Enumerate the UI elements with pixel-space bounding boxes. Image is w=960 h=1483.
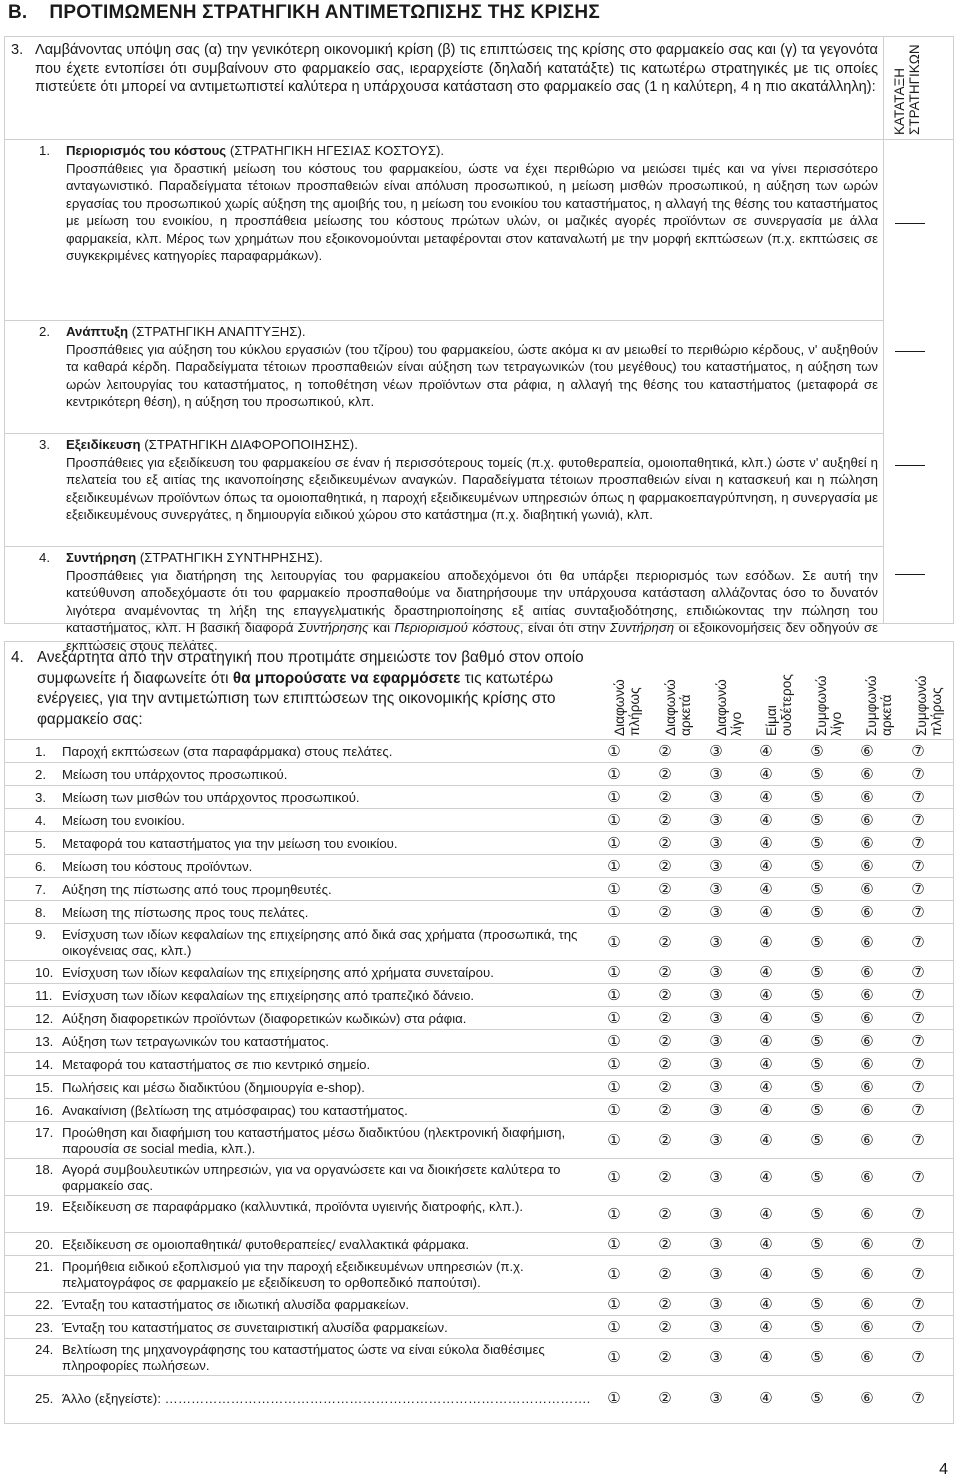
rating-option-6[interactable]: ⑥ bbox=[860, 1101, 874, 1119]
item-number: 23. bbox=[35, 1320, 54, 1335]
rating-option-7[interactable]: ⑦ bbox=[911, 1032, 925, 1050]
strategy-description: Προσπάθειες για διατήρηση της λειτουργίας του φαρμακείου αποδεχόμενοι ότι θα υπάρξει περιορισμός των εσόδων. Σε αυτή την κατεύθυνση αποδεχόμαστε ότι του φαρμακείο προσπαθούμε να διατηρήσουμε την υπάρχουσα κατάσταση αλλάζοντας όσο το δυνατόν λιγότερα αναμένοντας τη λήξη της επαγγελματικής δραστηριοποίησης εξ αιτίας συνταξιοδότησης, επιδιώκοντας την πώληση του καταστήματος, κλπ. Η βασική διαφορά Συντήρησης και Περιορισμού κόστους, είναι ότι στην Συντήρηση οι εξοικονομήσεις δεν οδηγούν σε εκπτώσεις στους πελάτες. bbox=[66, 567, 878, 653]
item-number: 9. bbox=[35, 927, 46, 942]
table-row bbox=[5, 1339, 953, 1376]
rating-option-4[interactable]: ④ bbox=[759, 1205, 773, 1223]
rating-option-7[interactable]: ⑦ bbox=[911, 1265, 925, 1283]
rating-option-7[interactable]: ⑦ bbox=[911, 1101, 925, 1119]
rating-option-5[interactable]: ⑤ bbox=[810, 1055, 824, 1073]
rating-option-5[interactable]: ⑤ bbox=[810, 1318, 824, 1336]
rating-option-1[interactable]: ① bbox=[607, 903, 621, 921]
rating-option-2[interactable]: ② bbox=[658, 1055, 672, 1073]
rating-option-2[interactable]: ② bbox=[658, 1265, 672, 1283]
rating-option-4[interactable]: ④ bbox=[759, 765, 773, 783]
item-text: Πωλήσεις και μέσω διαδικτύου (δημιουργία e-shop). bbox=[62, 1080, 365, 1095]
rating-option-6[interactable]: ⑥ bbox=[860, 1265, 874, 1283]
rating-option-6[interactable]: ⑥ bbox=[860, 986, 874, 1004]
rating-option-5[interactable]: ⑤ bbox=[810, 1205, 824, 1223]
item-number: 16. bbox=[35, 1103, 54, 1118]
rating-option-2[interactable]: ② bbox=[658, 1131, 672, 1149]
item-number: 2. bbox=[35, 767, 46, 782]
rating-option-5[interactable]: ⑤ bbox=[810, 765, 824, 783]
rating-option-4[interactable]: ④ bbox=[759, 1265, 773, 1283]
item-number: 12. bbox=[35, 1011, 54, 1026]
strategy-number: 2. bbox=[39, 324, 50, 339]
rating-option-1[interactable]: ① bbox=[607, 1055, 621, 1073]
rating-option-7[interactable]: ⑦ bbox=[911, 1168, 925, 1186]
rating-option-3[interactable]: ③ bbox=[709, 811, 723, 829]
rating-option-6[interactable]: ⑥ bbox=[860, 834, 874, 852]
rating-option-7[interactable]: ⑦ bbox=[911, 1131, 925, 1149]
table-row bbox=[5, 809, 953, 832]
table-row bbox=[5, 1293, 953, 1316]
rating-option-6[interactable]: ⑥ bbox=[860, 1168, 874, 1186]
rating-option-5[interactable]: ⑤ bbox=[810, 1168, 824, 1186]
rating-option-1[interactable]: ① bbox=[607, 1389, 621, 1407]
rating-option-1[interactable]: ① bbox=[607, 1078, 621, 1096]
item-number: 1. bbox=[35, 744, 46, 759]
rating-option-7[interactable]: ⑦ bbox=[911, 1078, 925, 1096]
item-text: Ενίσχυση των ιδίων κεφαλαίων της επιχείρησης από δικά σας χρήματα (προσωπικά, της οικογένειας σας, κλπ.) bbox=[62, 927, 578, 958]
rating-option-5[interactable]: ⑤ bbox=[810, 1009, 824, 1027]
item-number: 10. bbox=[35, 965, 54, 980]
rating-option-2[interactable]: ② bbox=[658, 903, 672, 921]
strategy-tag: (ΣΤΡΑΤΗΓΙΚΗ ΑΝΑΠΤΥΞΗΣ). bbox=[128, 324, 306, 339]
table-row bbox=[5, 763, 953, 786]
rating-option-7[interactable]: ⑦ bbox=[911, 1295, 925, 1313]
rating-option-5[interactable]: ⑤ bbox=[810, 1101, 824, 1119]
rating-option-5[interactable]: ⑤ bbox=[810, 857, 824, 875]
item-text: Μείωση του υπάρχοντος προσωπικού. bbox=[62, 767, 288, 782]
rating-option-4[interactable]: ④ bbox=[759, 1348, 773, 1366]
rating-option-2[interactable]: ② bbox=[658, 880, 672, 898]
item-text: Μείωση του ενοικίου. bbox=[62, 813, 185, 828]
item-number: 15. bbox=[35, 1080, 54, 1095]
rating-option-4[interactable]: ④ bbox=[759, 933, 773, 951]
strategy-name: Εξειδίκευση bbox=[66, 437, 141, 452]
rating-option-4[interactable]: ④ bbox=[759, 811, 773, 829]
rating-option-3[interactable]: ③ bbox=[709, 1295, 723, 1313]
table-row bbox=[5, 1233, 953, 1256]
rating-option-1[interactable]: ① bbox=[607, 1101, 621, 1119]
rating-option-3[interactable]: ③ bbox=[709, 1168, 723, 1186]
rating-option-5[interactable]: ⑤ bbox=[810, 811, 824, 829]
rating-option-4[interactable]: ④ bbox=[759, 1078, 773, 1096]
rating-option-5[interactable]: ⑤ bbox=[810, 903, 824, 921]
scale-label: Συμφωνώ λίγο bbox=[814, 675, 844, 736]
q4-header bbox=[5, 642, 953, 740]
rating-option-2[interactable]: ② bbox=[658, 834, 672, 852]
table-row bbox=[5, 740, 953, 763]
rating-option-4[interactable]: ④ bbox=[759, 1168, 773, 1186]
item-text: Βελτίωση της μηχανογράφησης του καταστήματος ώστε να είναι εύκολα διαθέσιμες πληροφορίες πωλήσεων. bbox=[62, 1342, 545, 1373]
rating-option-6[interactable]: ⑥ bbox=[860, 903, 874, 921]
item-number: 7. bbox=[35, 882, 46, 897]
rating-option-4[interactable]: ④ bbox=[759, 1101, 773, 1119]
rating-option-5[interactable]: ⑤ bbox=[810, 1295, 824, 1313]
rating-option-6[interactable]: ⑥ bbox=[860, 1009, 874, 1027]
rating-option-1[interactable]: ① bbox=[607, 834, 621, 852]
table-row bbox=[5, 901, 953, 924]
section-title bbox=[8, 2, 600, 24]
rating-option-6[interactable]: ⑥ bbox=[860, 1131, 874, 1149]
item-text: Αύξηση διαφορετικών προϊόντων (διαφορετικών κωδικών) στα ράφια. bbox=[62, 1011, 467, 1026]
rating-option-3[interactable]: ③ bbox=[709, 742, 723, 760]
rating-option-2[interactable]: ② bbox=[658, 1295, 672, 1313]
rating-option-2[interactable]: ② bbox=[658, 1389, 672, 1407]
rating-option-5[interactable]: ⑤ bbox=[810, 1265, 824, 1283]
table-row bbox=[5, 1030, 953, 1053]
strategy-tag: (ΣΤΡΑΤΗΓΙΚΗ ΔΙΑΦΟΡΟΠΟΙΗΣΗΣ). bbox=[140, 437, 358, 452]
scale-label: Διαφωνώ πλήρως bbox=[612, 679, 642, 736]
rating-option-4[interactable]: ④ bbox=[759, 1131, 773, 1149]
rating-option-6[interactable]: ⑥ bbox=[860, 1055, 874, 1073]
strategy-row bbox=[5, 140, 884, 321]
rating-option-6[interactable]: ⑥ bbox=[860, 1389, 874, 1407]
rating-option-3[interactable]: ③ bbox=[709, 1348, 723, 1366]
rating-option-6[interactable]: ⑥ bbox=[860, 1205, 874, 1223]
rating-option-4[interactable]: ④ bbox=[759, 1318, 773, 1336]
scale-label: Συμφωνώ αρκετά bbox=[864, 675, 894, 736]
rating-option-7[interactable]: ⑦ bbox=[911, 1205, 925, 1223]
rating-option-6[interactable]: ⑥ bbox=[860, 788, 874, 806]
item-text: Μείωση της πίστωσης προς τους πελάτες. bbox=[62, 905, 309, 920]
question-3-table bbox=[4, 36, 954, 653]
strategy-tag: (ΣΤΡΑΤΗΓΙΚΗ ΗΓΕΣΙΑΣ ΚΟΣΤΟΥΣ). bbox=[226, 143, 445, 158]
rating-option-1[interactable]: ① bbox=[607, 1205, 621, 1223]
item-text: Ενίσχυση των ιδίων κεφαλαίων της επιχείρησης από χρήματα συνεταίρου. bbox=[62, 965, 494, 980]
rating-option-7[interactable]: ⑦ bbox=[911, 742, 925, 760]
item-number: 6. bbox=[35, 859, 46, 874]
q3-intro bbox=[5, 37, 884, 140]
q4-number: 4. bbox=[11, 649, 24, 666]
item-text: Προώθηση και διαφήμιση του καταστήματος μέσω διαδικτύου (ηλεκτρονική διαφήμιση, παρουσία σε social media, κλπ.). bbox=[62, 1125, 566, 1156]
strategy-description: Προσπάθειες για εξειδίκευση του φαρμακείου σε έναν ή περισσότερους τομείς (π.χ. φυτοθεραπεία, ομοιοπαθητικά, κλπ.) ώστε ν' αυξηθεί η πελατεία του εξ αιτίας της ικανοποίησης εξειδικευμένων αναγκών. Παραδείγματα τέτοιων προσπαθειών είναι η κατασκευή και η πώληση εξειδικευμένων προϊόντων όπως τα ομοιοπαθητικά, η παροχή εξειδικευμένων υπηρεσιών όπως η φαρμακοεπαγρύπνηση, η συνεργασία με εξειδικευμένους συνεργάτες, η δημιουργία ειδικού χώρου στο κατάστημα (π.χ. διαβητική γωνιά), κλπ. bbox=[66, 454, 878, 522]
rating-option-4[interactable]: ④ bbox=[759, 880, 773, 898]
table-row bbox=[5, 1099, 953, 1122]
rating-option-4[interactable]: ④ bbox=[759, 1389, 773, 1407]
table-row bbox=[5, 1053, 953, 1076]
strategy-description: Προσπάθειες για δραστική μείωση του κόστους του φαρμακείου, ώστε να έχει περιθώριο να μειώσει τιμές και να γίνει περισσότερο ανταγωνιστικό. Παραδείγματα τέτοιων προσπαθειών είναι απόλυση προσωπικού, η μείωση μισθών προσωπικού, η αύξηση των ωρών εργασίας του προσωπικού χωρίς αύξηση της αμοιβής του, η μείωση του ενοικίου του καταστήματος, η αλλαγή της θέσης του καταστήματος με μείωση του ενοικίου, η προσπάθεια μείωσης του κόστους πρώτων υλών, οι μαζικές αγορές προϊόντων σε συνεργασία με άλλα φαρμακεία, κλπ. Μέρος των χρημάτων που εξοικονομούνται μεταφέρονται στον καταναλωτή με την μορφή εκπτώσεων (π.χ. εκπτώσεις σε συγκεκριμένες κατηγορίες παραφαρμάκων). bbox=[66, 160, 878, 263]
rating-option-4[interactable]: ④ bbox=[759, 903, 773, 921]
rating-option-2[interactable]: ② bbox=[658, 788, 672, 806]
rank-input-2[interactable] bbox=[895, 351, 925, 352]
q3-strategies-column bbox=[5, 37, 884, 653]
rating-option-3[interactable]: ③ bbox=[709, 1009, 723, 1027]
table-row bbox=[5, 1376, 953, 1422]
rating-option-5[interactable]: ⑤ bbox=[810, 933, 824, 951]
table-row bbox=[5, 1159, 953, 1196]
page-number: 4 bbox=[939, 1461, 948, 1478]
rating-option-3[interactable]: ③ bbox=[709, 903, 723, 921]
strategy-row bbox=[5, 321, 884, 434]
strategy-row bbox=[5, 434, 884, 547]
rating-option-7[interactable]: ⑦ bbox=[911, 1318, 925, 1336]
rating-option-4[interactable]: ④ bbox=[759, 986, 773, 1004]
rating-option-4[interactable]: ④ bbox=[759, 857, 773, 875]
table-row bbox=[5, 878, 953, 901]
q4-question bbox=[11, 648, 597, 730]
rating-option-3[interactable]: ③ bbox=[709, 986, 723, 1004]
rating-option-3[interactable]: ③ bbox=[709, 1055, 723, 1073]
rating-option-3[interactable]: ③ bbox=[709, 1389, 723, 1407]
rating-option-4[interactable]: ④ bbox=[759, 1235, 773, 1253]
rating-option-3[interactable]: ③ bbox=[709, 765, 723, 783]
rating-option-4[interactable]: ④ bbox=[759, 1295, 773, 1313]
item-number: 21. bbox=[35, 1259, 54, 1274]
item-text: Μείωση του κόστους προϊόντων. bbox=[62, 859, 253, 874]
rating-option-4[interactable]: ④ bbox=[759, 1032, 773, 1050]
rating-option-1[interactable]: ① bbox=[607, 1318, 621, 1336]
strategy-name: Συντήρηση bbox=[66, 550, 137, 565]
rating-option-3[interactable]: ③ bbox=[709, 933, 723, 951]
item-number: 14. bbox=[35, 1057, 54, 1072]
scale-label: Συμφωνώ πλήρως bbox=[914, 675, 944, 736]
rating-option-7[interactable]: ⑦ bbox=[911, 963, 925, 981]
rating-option-1[interactable]: ① bbox=[607, 1032, 621, 1050]
rating-option-7[interactable]: ⑦ bbox=[911, 811, 925, 829]
rating-option-1[interactable]: ① bbox=[607, 1009, 621, 1027]
rating-option-3[interactable]: ③ bbox=[709, 880, 723, 898]
rating-option-2[interactable]: ② bbox=[658, 1205, 672, 1223]
rating-option-6[interactable]: ⑥ bbox=[860, 1235, 874, 1253]
rating-option-2[interactable]: ② bbox=[658, 857, 672, 875]
rating-option-2[interactable]: ② bbox=[658, 1032, 672, 1050]
rating-option-2[interactable]: ② bbox=[658, 742, 672, 760]
table-row bbox=[5, 1196, 953, 1233]
rating-option-1[interactable]: ① bbox=[607, 857, 621, 875]
ranking-header bbox=[884, 37, 953, 140]
rating-option-4[interactable]: ④ bbox=[759, 1055, 773, 1073]
rating-option-6[interactable]: ⑥ bbox=[860, 1078, 874, 1096]
item-text: Αγορά συμβουλευτικών υπηρεσιών, για να οργανώσετε και να διοικήσετε καλύτερα το φαρμακείο σας. bbox=[62, 1162, 561, 1193]
table-row bbox=[5, 924, 953, 961]
rating-option-2[interactable]: ② bbox=[658, 1348, 672, 1366]
rating-option-5[interactable]: ⑤ bbox=[810, 1078, 824, 1096]
item-text: Άλλο (εξηγείστε): ……………………………………………………………………………………. bbox=[62, 1391, 591, 1406]
table-row bbox=[5, 1076, 953, 1099]
rating-option-3[interactable]: ③ bbox=[709, 1235, 723, 1253]
rating-option-5[interactable]: ⑤ bbox=[810, 742, 824, 760]
item-number: 11. bbox=[35, 988, 53, 1003]
item-number: 22. bbox=[35, 1297, 54, 1312]
rating-option-7[interactable]: ⑦ bbox=[911, 933, 925, 951]
rating-option-4[interactable]: ④ bbox=[759, 742, 773, 760]
strategy-row bbox=[5, 547, 884, 653]
item-text: Ένταξη του καταστήματος σε συνεταιριστική αλυσίδα φαρμακείων. bbox=[62, 1320, 448, 1335]
rating-option-1[interactable]: ① bbox=[607, 765, 621, 783]
table-row bbox=[5, 855, 953, 878]
rating-option-2[interactable]: ② bbox=[658, 933, 672, 951]
q3-number: 3. bbox=[11, 42, 24, 58]
rating-option-1[interactable]: ① bbox=[607, 933, 621, 951]
section-heading: ΠΡΟΤΙΜΩΜΕΝΗ ΣΤΡΑΤΗΓΙΚΗ ΑΝΤΙΜΕΤΩΠΙΣΗΣ ΤΗΣ ΚΡΙΣΗΣ bbox=[49, 2, 600, 23]
rating-option-5[interactable]: ⑤ bbox=[810, 788, 824, 806]
item-number: 20. bbox=[35, 1237, 54, 1252]
rating-option-7[interactable]: ⑦ bbox=[911, 880, 925, 898]
strategy-tag: (ΣΤΡΑΤΗΓΙΚΗ ΣΥΝΤΗΡΗΣΗΣ). bbox=[136, 550, 323, 565]
table-row bbox=[5, 1007, 953, 1030]
rating-option-4[interactable]: ④ bbox=[759, 834, 773, 852]
item-number: 4. bbox=[35, 813, 46, 828]
rating-option-1[interactable]: ① bbox=[607, 788, 621, 806]
rating-option-1[interactable]: ① bbox=[607, 1168, 621, 1186]
rating-option-7[interactable]: ⑦ bbox=[911, 1009, 925, 1027]
rating-option-3[interactable]: ③ bbox=[709, 1032, 723, 1050]
item-number: 24. bbox=[35, 1342, 54, 1357]
rating-option-5[interactable]: ⑤ bbox=[810, 1348, 824, 1366]
strategy-number: 1. bbox=[39, 143, 50, 158]
rating-option-5[interactable]: ⑤ bbox=[810, 834, 824, 852]
strategy-number: 3. bbox=[39, 437, 50, 452]
rating-option-3[interactable]: ③ bbox=[709, 1101, 723, 1119]
item-text: Εξειδίκευση σε ομοιοπαθητικά/ φυτοθεραπείες/ εναλλακτικά φάρμακα. bbox=[62, 1237, 470, 1252]
rating-option-5[interactable]: ⑤ bbox=[810, 986, 824, 1004]
q3-ranking-column bbox=[884, 37, 953, 623]
rating-option-7[interactable]: ⑦ bbox=[911, 834, 925, 852]
rating-option-2[interactable]: ② bbox=[658, 986, 672, 1004]
rating-option-7[interactable]: ⑦ bbox=[911, 857, 925, 875]
rating-option-5[interactable]: ⑤ bbox=[810, 880, 824, 898]
rating-option-6[interactable]: ⑥ bbox=[860, 933, 874, 951]
q4-question-text: Ανεξάρτητα από την στρατηγική που προτιμάτε σημειώστε τον βαθμό στον οποίο συμφωνείτε ή διαφωνείτε ότι θα μπορούσατε να εφαρμόσετε τις κατωτέρω ενέργειες, για την αντιμετώπιση των επιπτώσεων της οικονομικής κρίσης στο φαρμακείο σας: bbox=[37, 649, 584, 728]
rating-option-6[interactable]: ⑥ bbox=[860, 857, 874, 875]
rating-option-7[interactable]: ⑦ bbox=[911, 903, 925, 921]
item-number: 3. bbox=[35, 790, 46, 805]
rating-option-1[interactable]: ① bbox=[607, 1265, 621, 1283]
table-row bbox=[5, 832, 953, 855]
rank-input-1[interactable] bbox=[895, 223, 925, 224]
scale-label: Διαφωνώ αρκετά bbox=[663, 679, 693, 736]
rating-option-7[interactable]: ⑦ bbox=[911, 765, 925, 783]
item-text: Μεταφορά του καταστήματος για την μείωση του ενοικίου. bbox=[62, 836, 398, 851]
item-text: Παροχή εκπτώσεων (στα παραφάρμακα) στους πελάτες. bbox=[62, 744, 393, 759]
rating-option-2[interactable]: ② bbox=[658, 963, 672, 981]
rating-option-5[interactable]: ⑤ bbox=[810, 1131, 824, 1149]
rating-option-3[interactable]: ③ bbox=[709, 834, 723, 852]
ranking-header-line1: ΚΑΤΑΤΑΞΗ bbox=[892, 67, 907, 135]
item-text: Προμήθεια ειδικού εξοπλισμού για την παροχή εξειδικευμένων υπηρεσιών (π.χ. πελματογράφος σε φαρμακείο με εξειδίκευση το ορθοπεδικό παπούτσι). bbox=[62, 1259, 524, 1290]
table-row bbox=[5, 786, 953, 809]
strategy-name: Περιορισμός του κόστους bbox=[66, 143, 227, 158]
item-text: Ανακαίνιση (βελτίωση της ατμόσφαιρας) του καταστήματος. bbox=[62, 1103, 408, 1118]
item-number: 18. bbox=[35, 1162, 54, 1177]
rating-option-1[interactable]: ① bbox=[607, 1235, 621, 1253]
strategy-description: Προσπάθειες για αύξηση του κύκλου εργασιών (του τζίρου) του φαρμακείου, ώστε ακόμα κι αν μειωθεί το περιθώριο κέρδους, ν' αυξηθούν τα καθαρά κέρδη. Παραδείγματα τέτοιων προσπαθειών είναι αύξηση των τετραγωνικών (του μεγέθους) του καταστήματος, η αύξηση των ωρών λειτουργίας του καταστήματος, η τοποθέτηση νέων προϊόντων στα ράφια, η αλλαγή της θέσης του καταστήματος (μεταφορά σε κεντρικότερη θέση), η αύξηση του προσωπικού, κλπ. bbox=[66, 341, 878, 409]
rating-option-6[interactable]: ⑥ bbox=[860, 811, 874, 829]
item-text: Αύξηση της πίστωσης από τους προμηθευτές. bbox=[62, 882, 332, 897]
rating-option-6[interactable]: ⑥ bbox=[860, 765, 874, 783]
rating-option-7[interactable]: ⑦ bbox=[911, 1055, 925, 1073]
rating-option-7[interactable]: ⑦ bbox=[911, 986, 925, 1004]
q3-question-text: Λαμβάνοντας υπόψη σας (α) την γενικότερη οικονομική κρίση (β) τις επιπτώσεις της κρίσης στο φαρμακείο σας και (γ) τα γεγονότα που έχετε εντοπίσει ότι συμβαίνουν στο φαρμακείο σας, ιεραρχείστε (δηλαδή κατατάξτε) τις κατωτέρω στρατηγικές με τις οποίες πιστεύετε ότι μπορεί να αντιμετωπιστεί καλύτερα η υπάρχουσα κατάσταση στο φαρμακείο σας (1 η καλύτερη, 4 η πιο ακατάλληλη): bbox=[35, 42, 878, 96]
rating-option-6[interactable]: ⑥ bbox=[860, 742, 874, 760]
rating-option-5[interactable]: ⑤ bbox=[810, 963, 824, 981]
rating-option-1[interactable]: ① bbox=[607, 1295, 621, 1313]
item-text: Αύξηση των τετραγωνικών του καταστήματος. bbox=[62, 1034, 330, 1049]
rating-option-6[interactable]: ⑥ bbox=[860, 1318, 874, 1336]
rating-option-5[interactable]: ⑤ bbox=[810, 1032, 824, 1050]
rating-option-5[interactable]: ⑤ bbox=[810, 1389, 824, 1407]
rating-option-2[interactable]: ② bbox=[658, 1168, 672, 1186]
rating-option-3[interactable]: ③ bbox=[709, 1265, 723, 1283]
rating-option-7[interactable]: ⑦ bbox=[911, 788, 925, 806]
rating-option-2[interactable]: ② bbox=[658, 1009, 672, 1027]
rating-option-7[interactable]: ⑦ bbox=[911, 1348, 925, 1366]
item-text: Μεταφορά του καταστήματος σε πιο κεντρικό σημείο. bbox=[62, 1057, 371, 1072]
rating-option-3[interactable]: ③ bbox=[709, 963, 723, 981]
rating-option-4[interactable]: ④ bbox=[759, 788, 773, 806]
rating-option-4[interactable]: ④ bbox=[759, 963, 773, 981]
rating-option-3[interactable]: ③ bbox=[709, 1131, 723, 1149]
item-number: 5. bbox=[35, 836, 46, 851]
section-letter: Β. bbox=[8, 2, 28, 23]
rating-option-3[interactable]: ③ bbox=[709, 1318, 723, 1336]
ranking-header-line2: ΣΤΡΑΤΗΓΙΚΩΝ bbox=[907, 44, 922, 135]
item-number: 17. bbox=[35, 1125, 54, 1140]
rating-option-4[interactable]: ④ bbox=[759, 1009, 773, 1027]
rating-option-3[interactable]: ③ bbox=[709, 857, 723, 875]
scale-label: Είμαι ουδέτερος bbox=[764, 674, 794, 736]
item-number: 8. bbox=[35, 905, 46, 920]
rating-option-6[interactable]: ⑥ bbox=[860, 1348, 874, 1366]
rating-option-7[interactable]: ⑦ bbox=[911, 1235, 925, 1253]
rating-option-1[interactable]: ① bbox=[607, 1348, 621, 1366]
strategy-number: 4. bbox=[39, 550, 50, 565]
rating-option-2[interactable]: ② bbox=[658, 811, 672, 829]
table-row bbox=[5, 1316, 953, 1339]
rating-option-1[interactable]: ① bbox=[607, 1131, 621, 1149]
rating-option-2[interactable]: ② bbox=[658, 1078, 672, 1096]
rank-input-3[interactable] bbox=[895, 465, 925, 466]
rating-option-6[interactable]: ⑥ bbox=[860, 963, 874, 981]
item-text: Εξειδίκευση σε παραφάρμακο (καλλυντικά, προϊόντα υγιεινής διατροφής, κλπ.). bbox=[62, 1199, 524, 1214]
rating-option-2[interactable]: ② bbox=[658, 765, 672, 783]
rating-option-1[interactable]: ① bbox=[607, 986, 621, 1004]
item-number: 19. bbox=[35, 1199, 54, 1214]
rating-option-2[interactable]: ② bbox=[658, 1235, 672, 1253]
item-number: 13. bbox=[35, 1034, 54, 1049]
item-number: 25. bbox=[35, 1391, 54, 1406]
item-text: Ένταξη του καταστήματος σε ιδιωτική αλυσίδα φαρμακείων. bbox=[62, 1297, 410, 1312]
scale-label: Διαφωνώ λίγο bbox=[714, 679, 744, 736]
rating-option-3[interactable]: ③ bbox=[709, 1205, 723, 1223]
rating-option-5[interactable]: ⑤ bbox=[810, 1235, 824, 1253]
rating-option-3[interactable]: ③ bbox=[709, 1078, 723, 1096]
strategy-name: Ανάπτυξη bbox=[66, 324, 129, 339]
rating-option-7[interactable]: ⑦ bbox=[911, 1389, 925, 1407]
table-row bbox=[5, 984, 953, 1007]
rating-option-3[interactable]: ③ bbox=[709, 788, 723, 806]
table-row bbox=[5, 1122, 953, 1159]
rating-option-6[interactable]: ⑥ bbox=[860, 1032, 874, 1050]
rating-option-1[interactable]: ① bbox=[607, 742, 621, 760]
rating-option-1[interactable]: ① bbox=[607, 811, 621, 829]
table-row bbox=[5, 961, 953, 984]
rating-option-6[interactable]: ⑥ bbox=[860, 1295, 874, 1313]
table-row bbox=[5, 1256, 953, 1293]
question-4-table bbox=[4, 641, 954, 1424]
item-text: Ενίσχυση των ιδίων κεφαλαίων της επιχείρησης από τραπεζικό δάνειο. bbox=[62, 988, 475, 1003]
rating-option-2[interactable]: ② bbox=[658, 1318, 672, 1336]
rating-option-6[interactable]: ⑥ bbox=[860, 880, 874, 898]
rating-option-1[interactable]: ① bbox=[607, 963, 621, 981]
item-text: Μείωση των μισθών του υπάρχοντος προσωπικού. bbox=[62, 790, 360, 805]
rating-option-2[interactable]: ② bbox=[658, 1101, 672, 1119]
rating-option-1[interactable]: ① bbox=[607, 880, 621, 898]
rank-input-4[interactable] bbox=[895, 574, 925, 575]
